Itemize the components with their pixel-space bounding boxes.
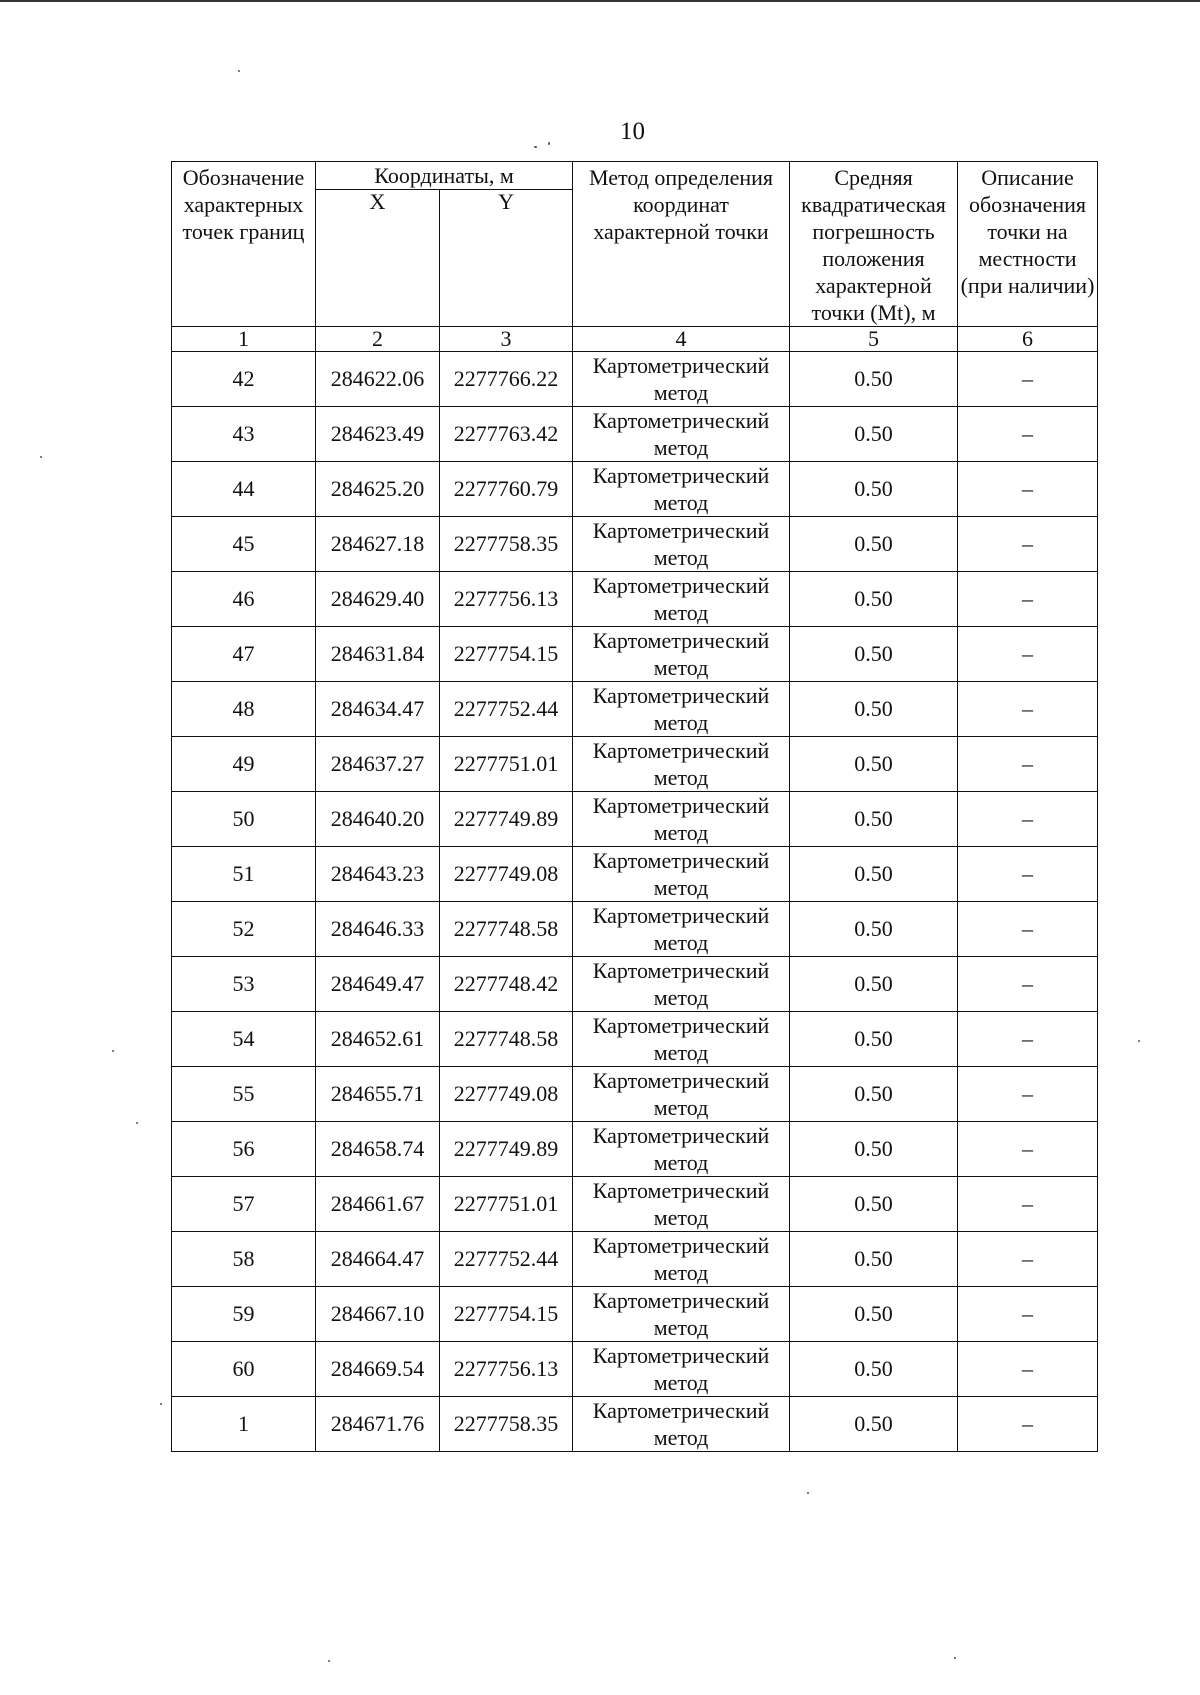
scan-speck: [40, 456, 42, 458]
method-cell: Картометрический метод: [573, 517, 790, 572]
point-cell: 55: [172, 1067, 316, 1122]
x-coordinate-cell: 284623.49: [316, 407, 440, 462]
point-cell: 59: [172, 1287, 316, 1342]
table-row: [172, 352, 1098, 407]
description-cell: –: [958, 737, 1098, 792]
x-coordinate-cell: 284625.20: [316, 462, 440, 517]
y-coordinate-cell: 2277749.89: [440, 792, 573, 847]
x-coordinate-cell: 284669.54: [316, 1342, 440, 1397]
method-cell: Картометрический метод: [573, 1397, 790, 1452]
y-coordinate-cell: 2277758.35: [440, 1397, 573, 1452]
mean-square-error-cell: 0.50: [790, 1177, 958, 1232]
method-cell: Картометрический метод: [573, 1232, 790, 1287]
description-cell: –: [958, 627, 1098, 682]
method-cell: Картометрический метод: [573, 407, 790, 462]
point-cell: 43: [172, 407, 316, 462]
description-cell: –: [958, 1067, 1098, 1122]
mean-square-error-cell: 0.50: [790, 1067, 958, 1122]
method-cell: Картометрический метод: [573, 682, 790, 737]
description-cell: –: [958, 792, 1098, 847]
table-row: [172, 792, 1098, 847]
y-coordinate-cell: 2277758.35: [440, 517, 573, 572]
table-row: [172, 1177, 1098, 1232]
header-point-designation: Обозначение характерных точек границ: [172, 162, 316, 327]
mean-square-error-cell: 0.50: [790, 1232, 958, 1287]
x-coordinate-cell: 284652.61: [316, 1012, 440, 1067]
table-row: [172, 847, 1098, 902]
scan-speck: [548, 142, 550, 145]
description-cell: –: [958, 847, 1098, 902]
y-coordinate-cell: 2277749.08: [440, 1067, 573, 1122]
coordinates-table: [171, 161, 1098, 1452]
header-method: Метод определения координат характерной точки: [573, 162, 790, 327]
mean-square-error-cell: 0.50: [790, 902, 958, 957]
method-cell: Картометрический метод: [573, 957, 790, 1012]
method-cell: Картометрический метод: [573, 462, 790, 517]
mean-square-error-cell: 0.50: [790, 352, 958, 407]
x-coordinate-cell: 284634.47: [316, 682, 440, 737]
point-cell: 44: [172, 462, 316, 517]
mean-square-error-cell: 0.50: [790, 1287, 958, 1342]
x-coordinate-cell: 284671.76: [316, 1397, 440, 1452]
table-body: [172, 352, 1098, 1452]
description-cell: –: [958, 1397, 1098, 1452]
scan-speck: [807, 1492, 809, 1494]
description-cell: –: [958, 1177, 1098, 1232]
header-x: X: [316, 190, 440, 327]
x-coordinate-cell: 284649.47: [316, 957, 440, 1012]
point-cell: 58: [172, 1232, 316, 1287]
table-row: [172, 1342, 1098, 1397]
y-coordinate-cell: 2277751.01: [440, 737, 573, 792]
point-cell: 52: [172, 902, 316, 957]
description-cell: –: [958, 462, 1098, 517]
table-row: [172, 737, 1098, 792]
scan-speck: [954, 1657, 956, 1659]
table-row: [172, 1232, 1098, 1287]
x-coordinate-cell: 284640.20: [316, 792, 440, 847]
point-cell: 42: [172, 352, 316, 407]
mean-square-error-cell: 0.50: [790, 517, 958, 572]
table-row: [172, 627, 1098, 682]
description-cell: –: [958, 1122, 1098, 1177]
mean-square-error-cell: 0.50: [790, 1342, 958, 1397]
y-coordinate-cell: 2277760.79: [440, 462, 573, 517]
table-row: [172, 682, 1098, 737]
mean-square-error-cell: 0.50: [790, 792, 958, 847]
header-coordinates-group: Координаты, м: [316, 162, 573, 190]
method-cell: Картометрический метод: [573, 1122, 790, 1177]
point-cell: 56: [172, 1122, 316, 1177]
y-coordinate-cell: 2277763.42: [440, 407, 573, 462]
description-cell: –: [958, 902, 1098, 957]
column-number-row: [172, 327, 1098, 352]
description-cell: –: [958, 572, 1098, 627]
scan-speck: [112, 1050, 114, 1052]
mean-square-error-cell: 0.50: [790, 1397, 958, 1452]
description-cell: –: [958, 682, 1098, 737]
scan-speck: [136, 1122, 138, 1124]
method-cell: Картометрический метод: [573, 847, 790, 902]
table-row: [172, 1067, 1098, 1122]
description-cell: –: [958, 1232, 1098, 1287]
scan-speck: [1138, 1040, 1140, 1042]
column-number: 5: [790, 327, 958, 352]
x-coordinate-cell: 284646.33: [316, 902, 440, 957]
x-coordinate-cell: 284643.23: [316, 847, 440, 902]
description-cell: –: [958, 957, 1098, 1012]
table-row: [172, 1012, 1098, 1067]
column-number: 4: [573, 327, 790, 352]
table-row: [172, 1287, 1098, 1342]
method-cell: Картометрический метод: [573, 1067, 790, 1122]
point-cell: 46: [172, 572, 316, 627]
mean-square-error-cell: 0.50: [790, 737, 958, 792]
y-coordinate-cell: 2277748.58: [440, 902, 573, 957]
mean-square-error-cell: 0.50: [790, 407, 958, 462]
x-coordinate-cell: 284631.84: [316, 627, 440, 682]
description-cell: –: [958, 1012, 1098, 1067]
point-cell: 53: [172, 957, 316, 1012]
method-cell: Картометрический метод: [573, 1287, 790, 1342]
y-coordinate-cell: 2277748.42: [440, 957, 573, 1012]
method-cell: Картометрический метод: [573, 1177, 790, 1232]
description-cell: –: [958, 517, 1098, 572]
header-y: Y: [440, 190, 573, 327]
x-coordinate-cell: 284661.67: [316, 1177, 440, 1232]
point-cell: 50: [172, 792, 316, 847]
y-coordinate-cell: 2277752.44: [440, 1232, 573, 1287]
method-cell: Картометрический метод: [573, 572, 790, 627]
x-coordinate-cell: 284637.27: [316, 737, 440, 792]
column-number: 2: [316, 327, 440, 352]
y-coordinate-cell: 2277756.13: [440, 1342, 573, 1397]
description-cell: –: [958, 407, 1098, 462]
point-cell: 1: [172, 1397, 316, 1452]
point-cell: 45: [172, 517, 316, 572]
y-coordinate-cell: 2277766.22: [440, 352, 573, 407]
mean-square-error-cell: 0.50: [790, 572, 958, 627]
mean-square-error-cell: 0.50: [790, 682, 958, 737]
header-mean-square-error: Средняя квадратическая погрешность положения характерной точки (Mt), м: [790, 162, 958, 327]
description-cell: –: [958, 1287, 1098, 1342]
point-cell: 60: [172, 1342, 316, 1397]
y-coordinate-cell: 2277754.15: [440, 1287, 573, 1342]
x-coordinate-cell: 284664.47: [316, 1232, 440, 1287]
mean-square-error-cell: 0.50: [790, 957, 958, 1012]
x-coordinate-cell: 284622.06: [316, 352, 440, 407]
mean-square-error-cell: 0.50: [790, 462, 958, 517]
method-cell: Картометрический метод: [573, 627, 790, 682]
description-cell: –: [958, 352, 1098, 407]
scan-speck: [160, 1403, 162, 1405]
page-edge-line: [0, 0, 1200, 2]
page-number: 10: [620, 118, 645, 145]
table-row: [172, 1397, 1098, 1452]
y-coordinate-cell: 2277749.08: [440, 847, 573, 902]
mean-square-error-cell: 0.50: [790, 1122, 958, 1177]
y-coordinate-cell: 2277754.15: [440, 627, 573, 682]
column-number: 6: [958, 327, 1098, 352]
table-row: [172, 957, 1098, 1012]
table-row: [172, 517, 1098, 572]
point-cell: 57: [172, 1177, 316, 1232]
mean-square-error-cell: 0.50: [790, 847, 958, 902]
table-row: [172, 902, 1098, 957]
method-cell: Картометрический метод: [573, 737, 790, 792]
x-coordinate-cell: 284627.18: [316, 517, 440, 572]
column-number: 1: [172, 327, 316, 352]
header-point-description: Описание обозначения точки на местности (при наличии): [958, 162, 1098, 327]
x-coordinate-cell: 284658.74: [316, 1122, 440, 1177]
y-coordinate-cell: 2277756.13: [440, 572, 573, 627]
mean-square-error-cell: 0.50: [790, 627, 958, 682]
description-cell: –: [958, 1342, 1098, 1397]
y-coordinate-cell: 2277752.44: [440, 682, 573, 737]
y-coordinate-cell: 2277748.58: [440, 1012, 573, 1067]
table-row: [172, 407, 1098, 462]
x-coordinate-cell: 284629.40: [316, 572, 440, 627]
y-coordinate-cell: 2277751.01: [440, 1177, 573, 1232]
scan-speck: [238, 70, 240, 72]
method-cell: Картометрический метод: [573, 902, 790, 957]
method-cell: Картометрический метод: [573, 352, 790, 407]
point-cell: 54: [172, 1012, 316, 1067]
mean-square-error-cell: 0.50: [790, 1012, 958, 1067]
x-coordinate-cell: 284667.10: [316, 1287, 440, 1342]
table-row: [172, 572, 1098, 627]
method-cell: Картометрический метод: [573, 792, 790, 847]
point-cell: 48: [172, 682, 316, 737]
x-coordinate-cell: 284655.71: [316, 1067, 440, 1122]
point-cell: 47: [172, 627, 316, 682]
y-coordinate-cell: 2277749.89: [440, 1122, 573, 1177]
point-cell: 51: [172, 847, 316, 902]
table-row: [172, 462, 1098, 517]
method-cell: Картометрический метод: [573, 1012, 790, 1067]
method-cell: Картометрический метод: [573, 1342, 790, 1397]
column-number: 3: [440, 327, 573, 352]
scan-speck: [328, 1660, 330, 1662]
table-row: [172, 1122, 1098, 1177]
point-cell: 49: [172, 737, 316, 792]
scan-speck: [534, 146, 537, 148]
